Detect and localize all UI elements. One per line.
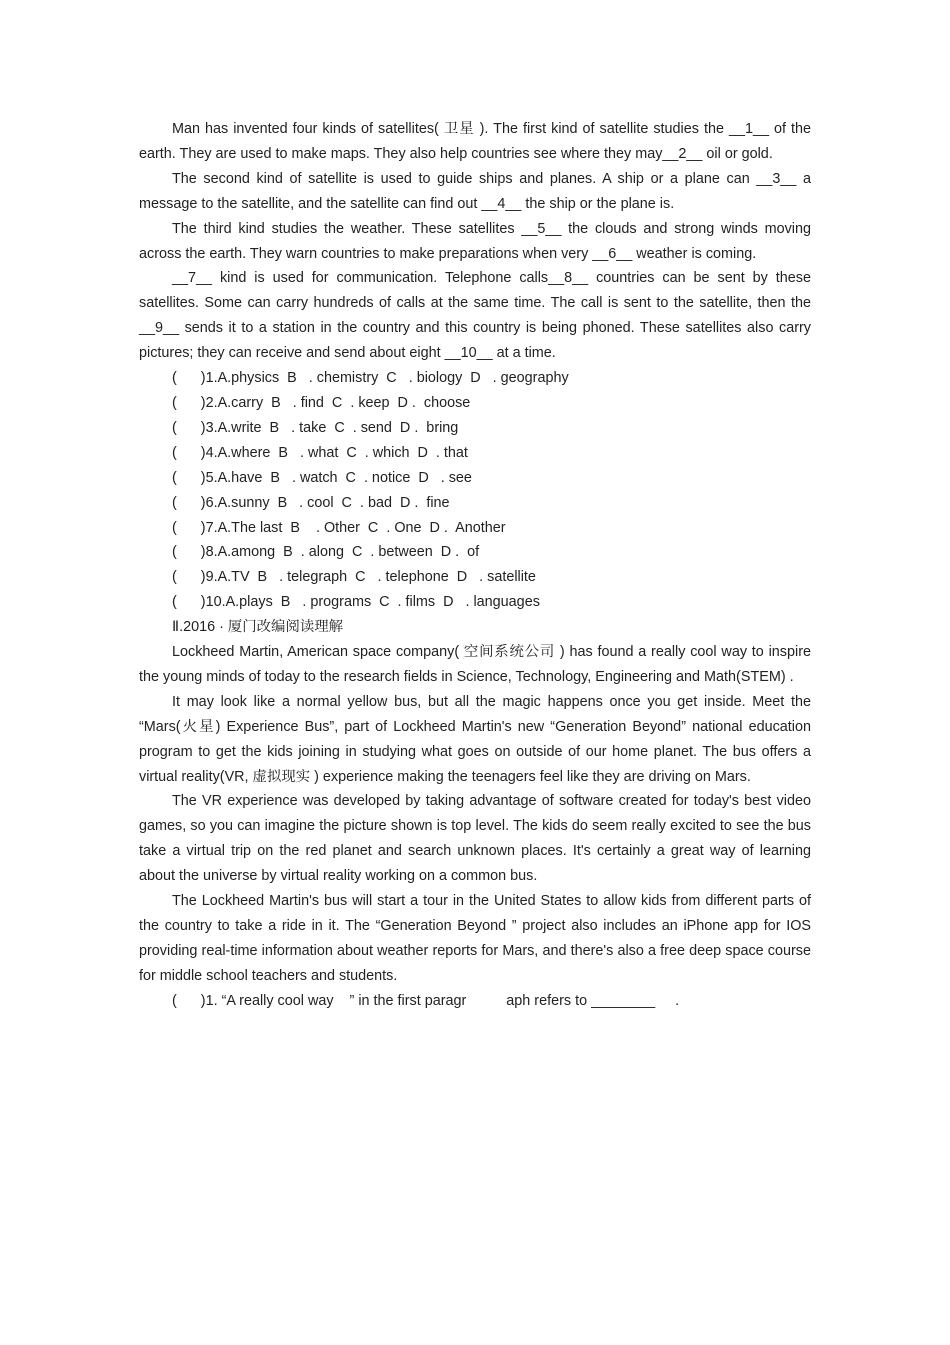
option-line-2: ( )2.A.carry B . find C . keep D . choose — [172, 394, 471, 411]
option-line-1: ( )1.A.physics B . chemistry C . biology D . geography — [172, 370, 569, 387]
option-line-4: ( )4.A.where B . what C . which D . that — [172, 444, 468, 461]
passage2-paragraph-1: Lockheed Martin, American space company( 空间系统公司 ) has found a really cool way to inspire the young minds of today to the research fields in Science, Technology, Engineering and Math(STEM) . — [139, 644, 811, 685]
passage1-paragraph-3: The third kind studies the weather. These satellites __5__ the clouds and strong winds moving across the earth. They warn countries to make preparations when very __6__ weather is coming. — [139, 220, 811, 262]
option-line-7: ( )7.A.The last B . Other C . One D . Another — [172, 519, 506, 536]
passage2-paragraph-2: It may look like a normal yellow bus, but all the magic happens once you get inside. Meet the “Mars(火星) Experience Bus”, part of Lockheed Martin's new “Generation Beyond” national education program to get the kids joining in studying what goes on outside of our home planet. The bus offers a virtual reality(VR, 虚拟现实 ) experience making the teenagers feel like they are driving on Mars. — [139, 693, 811, 785]
option-line-9: ( )9.A.TV B . telegraph C . telephone D . satellite — [172, 569, 536, 586]
passage2-paragraph-4: The Lockheed Martin's bus will start a tour in the United States to allow kids from different parts of the country to take a ride in it. The “Generation Beyond ” project also includes an iPhone app for IOS providing real-time information about weather reports for Mars, and there's also a free deep space course for middle school teachers and students. — [139, 893, 811, 984]
option-line-6: ( )6.A.sunny B . cool C . bad D . fine — [172, 494, 450, 511]
worksheet-page — [139, 117, 811, 1014]
passage1-paragraph-4: __7__ kind is used for communication. Telephone calls__8__ countries can be sent by these satellites. Some can carry hundreds of calls at the same time. The call is sent to the satellite, then the __9__ sends it to a station in the country and this country is being phoned. These satellites also carry pictures; they can receive and send about eight __10__ at a time. — [139, 270, 811, 362]
option-line-8: ( )8.A.among B . along C . between D . of — [172, 544, 480, 561]
section-heading: Ⅱ.2016 · 厦门改编阅读理解 — [172, 619, 344, 636]
passage1-paragraph-2: The second kind of satellite is used to guide ships and planes. A ship or a plane can __3__ a message to the satellite, and the satellite can find out __4__ the ship or the plane is. — [139, 170, 811, 212]
passage2-paragraph-3: The VR experience was developed by taking advantage of software created for today's best video games, so you can imagine the picture shown is top level. The kids do seem really excited to see the bus take a virtual trip on the red planet and search unknown places. It's certainly a great way of learning about the universe by virtual reality working on a common bus. — [139, 793, 811, 885]
passage1-paragraph-1: Man has invented four kinds of satellites( 卫星 ). The first kind of satellite studies the __1__ of the earth. They are used to make maps. They also help countries see where they may__2__ oil or gold. — [139, 121, 811, 162]
option-line-10: ( )10.A.plays B . programs C . films D . languages — [172, 594, 540, 611]
question-1: ( )1. “A really cool way ” in the first paragr aph refers to ________ . — [172, 992, 680, 1009]
option-line-3: ( )3.A.write B . take C . send D . bring — [172, 419, 459, 436]
options-list — [139, 366, 811, 615]
option-line-5: ( )5.A.have B . watch C . notice D . see — [172, 469, 472, 486]
